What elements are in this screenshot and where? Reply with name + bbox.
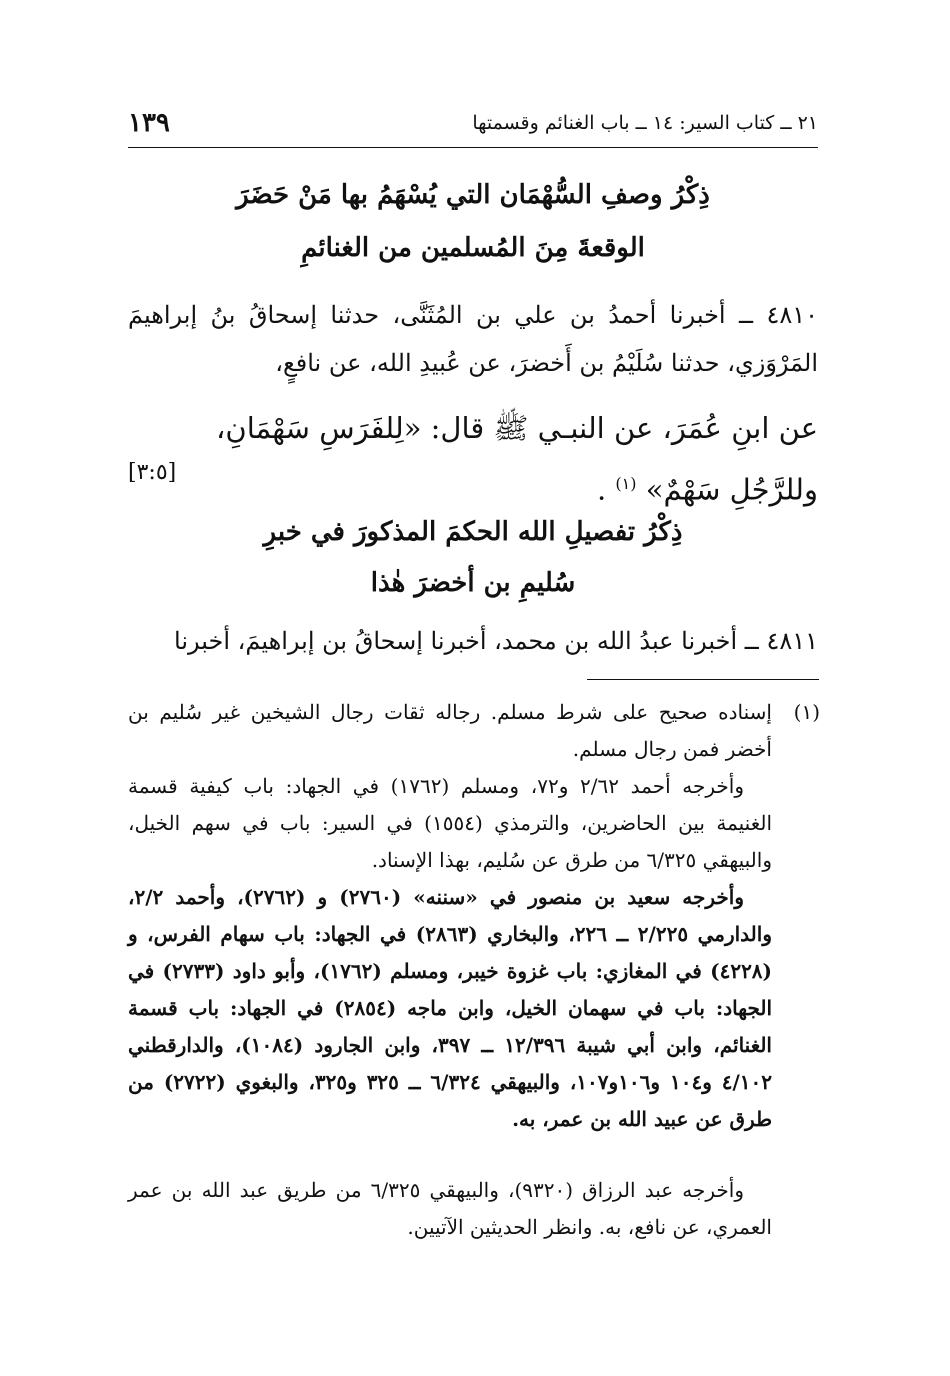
footnote-separator	[587, 679, 819, 680]
section-heading-line2: الوقعةَ مِنَ المُسلمين من الغنائمِ	[301, 233, 645, 263]
hadith-4810-isnad: ٤٨١٠ ــ أخبرنا أحمدُ بن علي بن المُثَنَّى، حدثنا إسحاقُ بنُ إبراهيمَ المَرْوَزي، حدثنا سُلَيْمُ بن أَخضرَ، عن عُبيدِ الله، عن نافعٍ،	[128, 301, 818, 377]
footnote-text: إسناده صحيح على شرط مسلم. رجاله ثقات رجال الشيخين غير سُليم بن أخضر فمن رجال مسلم.	[128, 700, 772, 761]
footnote-text: وأخرجه عبد الرزاق (٩٣٢٠)، والبيهقي ٦/٣٢٥ من طريق عبد الله بن عمر العمري، عن نافع، به. وانظر الحديثين الآتيين.	[128, 1178, 772, 1239]
running-title: ٢١ ــ كتاب السير: ١٤ ــ باب الغنائم وقسمتها	[472, 112, 818, 134]
section-heading-line1: ذِكْرُ وصفِ السُّهْمَان التي يُسْهَمُ بها مَنْ حَضَرَ	[236, 180, 710, 210]
page-number: ١٣٩	[128, 108, 170, 138]
footnote-paragraph-4	[128, 1172, 820, 1246]
footnote-paragraph-2	[128, 768, 820, 879]
section-heading-2-line2: سُليمِ بن أخضرَ هٰذا	[370, 568, 576, 598]
hadith-4811-isnad: ٤٨١١ ــ أخبرنا عبدُ الله بن محمد، أخبرنا إسحاقُ بن إبراهيمَ، أخبرنا	[174, 627, 818, 655]
hadith-4810-matn: عن ابنِ عُمَرَ، عن النبـي ﷺ قال: «لِلفَرَسِ سَهْمَانِ، وللرَّجُلِ سَهْمٌ» $^{(١)}$ .	[216, 411, 818, 507]
footnote-text: وأخرجه أحمد ٢/٦٢ و٧٢، ومسلم (١٧٦٢) في الجهاد: باب كيفية قسمة الغنيمة بين الحاضرين، والترمذي (١٥٥٤) في السير: باب في سهم الخيل، والبيهقي ٦/٣٢٥ من طرق عن سُليم، بهذا الإسناد.	[128, 774, 772, 872]
footnote-marker: (١)	[615, 474, 637, 493]
footnote-paragraph-1	[128, 694, 820, 768]
section-heading-2-line1: ذِكْرُ تفصيلِ الله الحكمَ المذكورَ في خبرِ	[263, 517, 683, 547]
footnote-text: وأخرجه سعيد بن منصور في «سننه» (٢٧٦٠) و (٢٧٦٢)، وأحمد ٢/٢، والدارمي ٢/٢٢٥ ــ ٢٢٦، والبخاري (٢٨٦٣) في الجهاد: باب سهام الفرس، و (٤٢٢٨) في المغازي: باب غزوة خيبر، ومسلم (١٧٦٢)، وأبو داود (٢٧٣٣) في الجهاد: باب في سهمان الخيل، وابن ماجه (٢٨٥٤) في الجهاد: باب قسمة الغنائم، وابن أبي شيبة ١٢/٣٩٦ ــ ٣٩٧، وابن الجارود (١٠٨٤)، والدارقطني ٤/١٠٢ و١٠٤ و١٠٦و١٠٧، والبيهقي ٦/٣٢٤ ــ ٣٢٥ و٣٢٥، والبغوي (٢٧٢٢) من طرق عن عبيد الله بن عمر، به.	[128, 885, 773, 1131]
hadith-matn-text: عن ابنِ عُمَرَ، عن النبـي ﷺ قال: «لِلفَرَسِ سَهْمَانِ، وللرَّجُلِ سَهْمٌ»	[216, 411, 818, 507]
footnote-number: (١)	[793, 700, 820, 724]
header-rule	[128, 147, 818, 148]
hadith-reference: [٣:٥]	[128, 460, 177, 485]
footnote-paragraph-3	[128, 879, 820, 1138]
page-header	[128, 108, 818, 148]
